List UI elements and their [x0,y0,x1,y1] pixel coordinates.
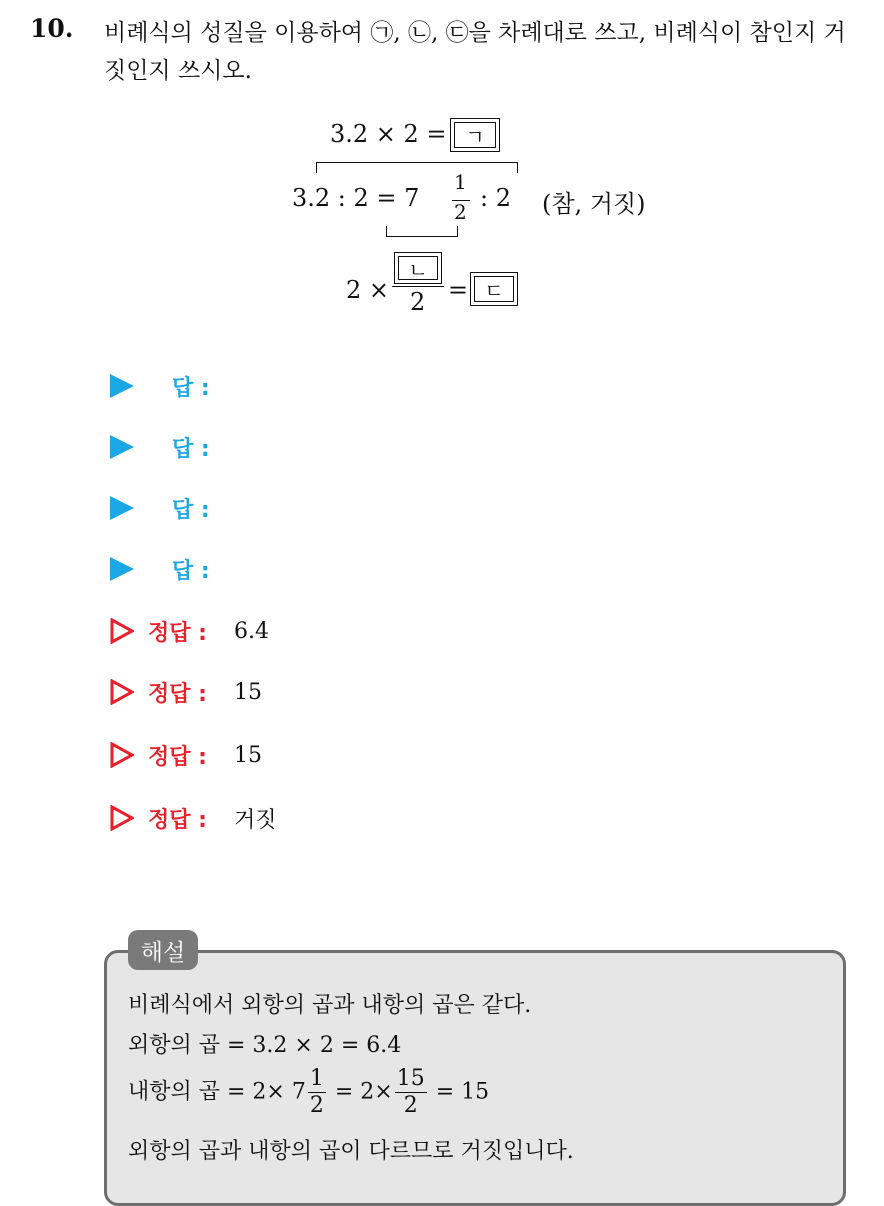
correct-answer-value: 15 [234,742,262,768]
answer-label: 답 : [172,436,210,462]
proportion-figure [280,112,700,322]
correct-answer-label: 정답 : [148,744,207,770]
blank-box-1 [450,118,500,152]
bottom-expression-left: 2 × [346,276,390,304]
fraction-1-denominator: 2 [309,1093,324,1118]
outline-triangle-icon [110,805,134,831]
solution-fraction-2 [395,1066,427,1119]
bottom-denominator: 2 [410,288,426,316]
outline-triangle-icon [110,742,134,768]
middle-expression-right: : 2 [480,184,511,212]
play-triangle-icon [110,435,134,459]
blank-box-2 [394,252,442,284]
solution-line-3 [128,1066,489,1119]
correct-answer-label: 정답 : [148,807,207,833]
play-triangle-icon [110,557,134,581]
fraction-2-numerator: 15 [396,1066,425,1091]
play-triangle-icon [110,374,134,398]
question-text: 비례식의 성질을 이용하여 ㉠, ㉡, ㉢을 차례대로 쓰고, 비례식이 참인지 거짓인지 쓰시오. [104,20,846,84]
solution-fraction-1 [308,1066,326,1119]
play-triangle-icon [110,496,134,520]
solution-line-1: 비례식에서 외항의 곱과 내항의 곱은 같다. [128,993,532,1018]
answer-label: 답 : [172,497,210,523]
mixed-denominator: 2 [454,200,467,224]
bottom-fraction-bar [392,286,444,287]
middle-expression-left: 3.2 : 2 = 7 [292,184,420,212]
solution-line-3-middle: = 2× [334,1079,393,1105]
blank-label-1: ㄱ [465,124,485,149]
correct-answer-value: 거짓 [234,807,277,833]
solution-line-4: 외항의 곱과 내항의 곱이 다르므로 거짓입니다. [128,1139,574,1164]
outer-terms-bracket [316,162,518,173]
answer-row-3[interactable] [110,493,210,523]
solution-tab: 해설 [128,930,198,970]
outline-triangle-icon [110,618,134,644]
correct-answer-row-1 [110,615,269,647]
answer-row-4[interactable] [110,554,210,584]
fraction-2-denominator: 2 [403,1093,418,1118]
question-number: 10. [30,14,74,43]
correct-answer-label: 정답 : [148,620,207,646]
correct-answer-row-3 [110,739,262,771]
outline-triangle-icon [110,679,134,705]
correct-answer-label: 정답 : [148,681,207,707]
solution-line-2: 외항의 곱 = 3.2 × 2 = 6.4 [128,1033,402,1058]
correct-answer-row-2 [110,676,262,708]
fraction-1-numerator: 1 [309,1066,324,1091]
blank-box-3 [470,272,518,306]
correct-answer-value: 15 [234,679,262,705]
solution-line-3-start: 내항의 곱 = 2× 7 [128,1079,306,1105]
mixed-numerator: 1 [454,170,467,194]
answer-row-2[interactable] [110,432,210,462]
correct-answer-value: 6.4 [234,618,269,644]
true-false-choice: (참, 거짓) [542,190,646,218]
answer-label: 답 : [172,375,210,401]
bottom-equals: = [448,276,469,304]
correct-answer-row-4 [110,802,277,834]
solution-line-3-end: = 15 [435,1079,490,1105]
inner-terms-bracket [386,226,458,237]
blank-label-2: ㄴ [408,257,428,282]
blank-label-3: ㄷ [484,278,504,303]
answer-row-1[interactable] [110,371,210,401]
top-expression: 3.2 × 2 = [330,120,447,148]
answer-label: 답 : [172,558,210,584]
